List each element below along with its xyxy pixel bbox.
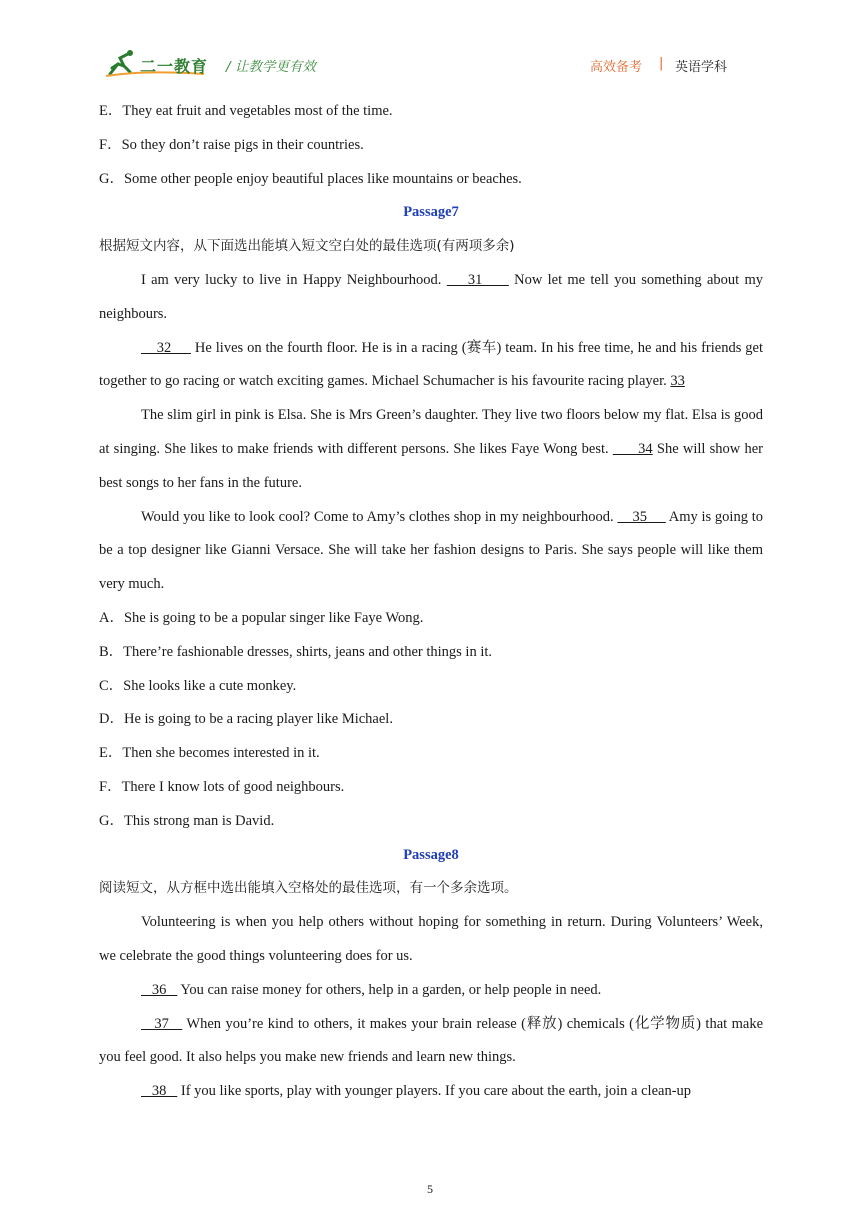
paragraph: 38 If you like sports, play with younger players. If you care about the earth, join a clean-up — [141, 1083, 692, 1100]
blank-32: 32 — [141, 339, 191, 356]
passage-instruction: 根据短文内容，从下面选出能填入短文空白处的最佳选项(有两项多余) — [99, 238, 515, 255]
document-body — [99, 95, 763, 1109]
paragraph: The slim girl in pink is Elsa. She is Mrs Green’s daughter. They live two floors below my flat. Elsa is good at singing. She likes to make friends with different persons. She likes Faye Wong best. 34 She will show her best songs to her fans in the future. — [99, 407, 764, 491]
header-separator: | — [659, 56, 664, 71]
page-header — [0, 0, 860, 92]
blank-38: 38 — [141, 1083, 178, 1100]
paragraph: 36 You can raise money for others, help in a garden, or help people in need. — [141, 981, 602, 998]
option-line: G．This strong man is David. — [99, 812, 275, 829]
option-line: E．They eat fruit and vegetables most of the time. — [99, 103, 393, 119]
option-line: F．So they don’t raise pigs in their countries. — [99, 136, 364, 153]
page-number: 5 — [427, 1182, 433, 1196]
option-line: F．There I know lots of good neighbours. — [99, 778, 345, 795]
header-tag-subject: 英语学科 — [675, 60, 728, 75]
blank-36: 36 — [141, 981, 178, 998]
paragraph: Volunteering is when you help others without hoping for something in return. During Volunteers’ Week, we celebrate the good things volunteering does for us. — [99, 914, 763, 964]
paragraph: Would you like to look cool? Come to Amy’s clothes shop in my neighbourhood. 35 Amy is going to be a top designer like Gianni Versace. She will take her fashion designs to Paris. She says people will like them very much. — [99, 508, 763, 593]
option-line: C．She looks like a cute monkey. — [99, 677, 297, 694]
blank-34: 34 — [612, 440, 653, 457]
paragraph: I am very lucky to live in Happy Neighbourhood. 31 Now let me tell you something about my neighbours. — [99, 271, 763, 322]
passage-heading: Passage8 — [403, 846, 459, 863]
paragraph: 37 When you’re kind to others, it makes your brain release (释放) chemicals (化学物质) that make you feel good. It also helps you make new friends and learn new things. — [99, 1015, 764, 1066]
passage-instruction: 阅读短文，从方框中选出能填入空格处的最佳选项，有一个多余选项。 — [99, 880, 518, 897]
blank-37: 37 — [141, 1015, 183, 1032]
option-line: A．She is going to be a popular singer like Faye Wong. — [99, 609, 424, 626]
blank-35: 35 — [617, 508, 666, 525]
option-line: B．There’re fashionable dresses, shirts, jeans and other things in it. — [99, 643, 493, 660]
option-line: D．He is going to be a racing player like Michael. — [99, 711, 393, 728]
paragraph: 32 He lives on the fourth floor. He is in a racing (赛车) team. In his free time, he and his friends get together to go racing or watch exciting games. Michael Schumacher is his favourite racing player. 33 — [99, 339, 763, 390]
option-line: G．Some other people enjoy beautiful places like mountains or beaches. — [99, 170, 522, 187]
option-line: E．Then she becomes interested in it. — [99, 745, 320, 762]
passage-heading: Passage7 — [403, 204, 459, 221]
logo-text: 二一教育 — [140, 57, 209, 76]
blank-33: 33 — [670, 373, 685, 390]
header-tag-exam: 高效备考 — [590, 60, 643, 75]
blank-31: 31 — [446, 271, 509, 288]
header-slogan: / 让教学更有效 — [226, 59, 316, 75]
